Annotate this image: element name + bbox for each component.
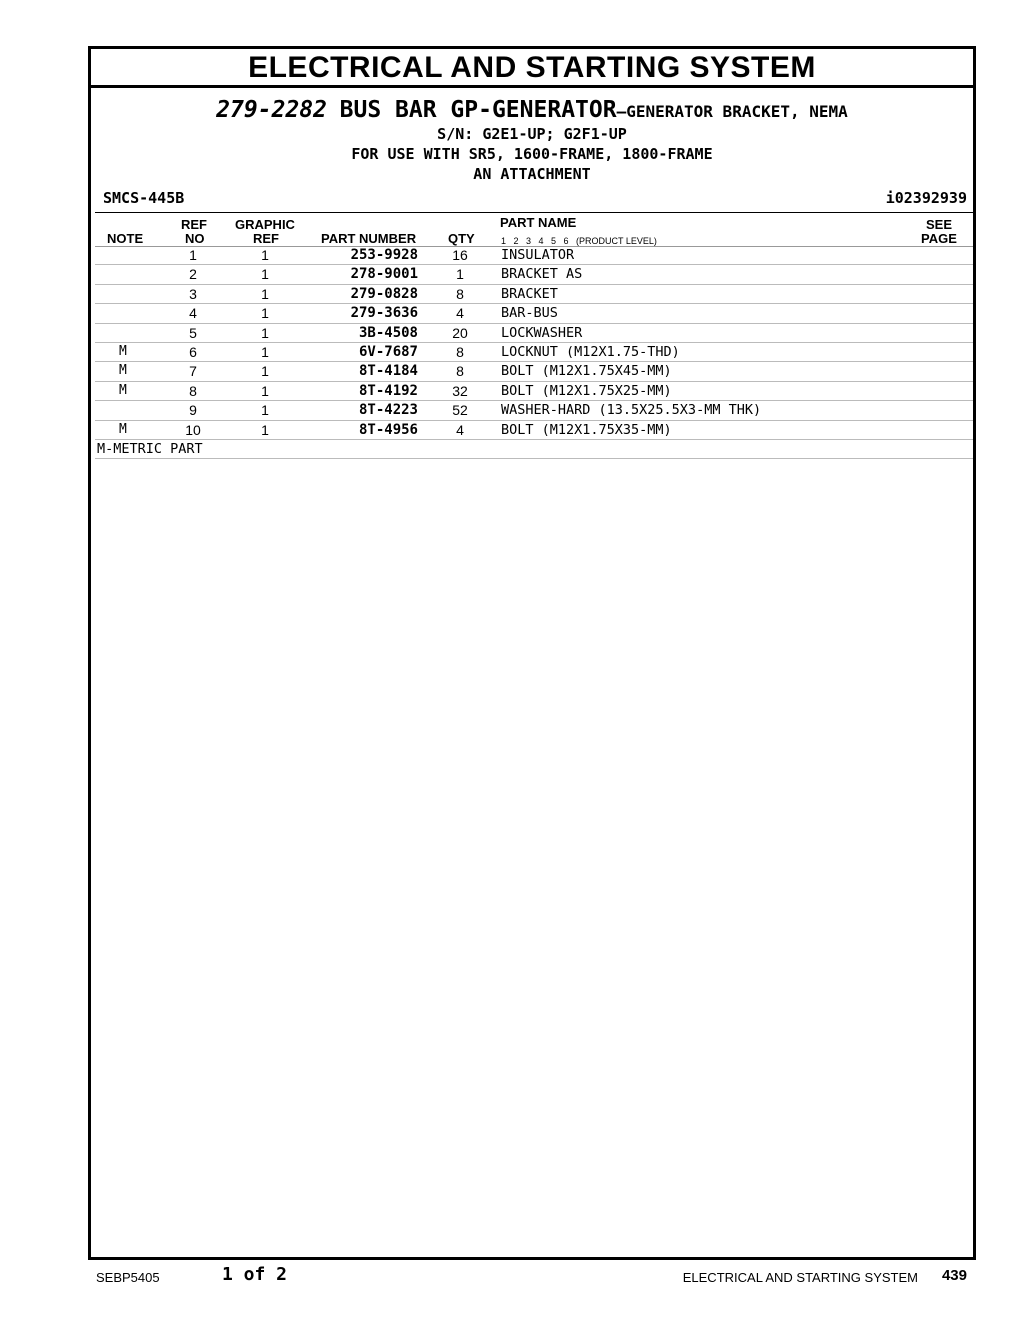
table-row [95, 421, 973, 440]
smcs-code: SMCS-445B [103, 189, 185, 207]
part-name-cell: WASHER-HARD (13.5X25.5X3-MM THK) [501, 402, 762, 419]
table-row [95, 246, 973, 265]
part-name-cell: BRACKET AS [501, 266, 583, 283]
part-number-cell: 279-0828 [350, 285, 418, 302]
table-row [95, 304, 973, 323]
part-number-cell: 8T-4956 [358, 421, 418, 438]
ref-no-cell: 4 [189, 305, 197, 322]
qty-cell: 32 [452, 382, 468, 399]
graphic-ref-cell: 1 [261, 343, 269, 360]
graphic-ref-cell: 1 [261, 285, 269, 302]
page-number: 439 [941, 1267, 967, 1284]
ref-no-cell: 10 [185, 421, 201, 438]
note-cell: M [119, 421, 127, 437]
qty-cell: 4 [456, 305, 464, 322]
col-graphic-bottom: REF [253, 231, 279, 246]
note-cell: M [119, 363, 127, 379]
col-graphic-top: GRAPHIC [235, 217, 295, 232]
ref-no-cell: 7 [189, 363, 197, 380]
metric-footnote: M-METRIC PART [97, 440, 203, 457]
ref-no-cell: 3 [189, 285, 197, 302]
graphic-ref-cell: 1 [261, 421, 269, 438]
col-note: NOTE [107, 231, 144, 246]
qty-cell: 20 [452, 324, 468, 341]
part-name-cell: LOCKNUT (M12X1.75-THD) [501, 343, 680, 360]
footer-section: ELECTRICAL AND STARTING SYSTEM [682, 1270, 918, 1285]
part-name-cell: BOLT (M12X1.75X45-MM) [501, 363, 672, 380]
ref-no-cell: 1 [189, 247, 197, 263]
ref-no-cell: 5 [189, 324, 197, 341]
col-part-name: PART NAME [500, 215, 577, 230]
part-number-cell: 3B-4508 [358, 324, 418, 341]
note-cell: M [119, 343, 127, 359]
graphic-ref-cell: 1 [261, 402, 269, 419]
footnote-row [95, 440, 973, 459]
part-number-cell: 8T-4223 [358, 402, 418, 419]
table-row [95, 265, 973, 284]
usage-note: FOR USE WITH SR5, 1600-FRAME, 1800-FRAME [351, 145, 713, 163]
part-name-cell: BAR-BUS [501, 305, 558, 322]
col-product-levels: 1 2 3 4 5 6 (PRODUCT LEVEL) [501, 236, 657, 246]
group-part-number: 279-2282 [216, 97, 327, 123]
graphic-ref-cell: 1 [261, 266, 269, 283]
table-row [95, 324, 973, 343]
part-name-cell: BOLT (M12X1.75X35-MM) [501, 421, 672, 438]
qty-cell: 8 [456, 343, 464, 360]
graphic-ref-cell: 1 [261, 363, 269, 380]
col-see-bottom: PAGE [921, 231, 957, 246]
table-row [95, 362, 973, 381]
part-number-cell: 278-9001 [350, 266, 418, 283]
part-number-cell: 8T-4192 [358, 382, 418, 399]
qty-cell: 16 [452, 247, 468, 263]
book-number: SEBP5405 [96, 1270, 160, 1285]
part-number-cell: 279-3636 [350, 305, 418, 322]
serial-numbers: S/N: G2E1-UP; G2F1-UP [437, 125, 627, 143]
table-row [95, 382, 973, 401]
part-name-cell: BOLT (M12X1.75X25-MM) [501, 382, 672, 399]
qty-cell: 8 [456, 285, 464, 302]
qty-cell: 52 [452, 402, 468, 419]
group-subtitle: —GENERATOR BRACKET, NEMA [616, 102, 848, 121]
group-name: BUS BAR GP-GENERATOR [339, 97, 617, 123]
qty-cell: 4 [456, 421, 464, 438]
graphic-ref-cell: 1 [261, 247, 269, 263]
part-number-cell: 253-9928 [350, 247, 418, 263]
section-title: ELECTRICAL AND STARTING SYSTEM [91, 49, 973, 88]
ref-no-cell: 9 [189, 402, 197, 419]
note-cell: M [119, 382, 127, 398]
graphic-ref-cell: 1 [261, 382, 269, 399]
part-name-cell: INSULATOR [501, 247, 575, 263]
graphic-ref-cell: 1 [261, 305, 269, 322]
graphic-ref-cell: 1 [261, 324, 269, 341]
table-row [95, 285, 973, 304]
part-name-cell: LOCKWASHER [501, 324, 583, 341]
page-of: 1 of 2 [222, 1264, 288, 1285]
page-frame [88, 46, 976, 1260]
col-qty: QTY [448, 231, 475, 246]
table-header [95, 212, 973, 247]
col-ref-bottom: NO [185, 231, 205, 246]
qty-cell: 1 [456, 266, 464, 283]
table-row [95, 401, 973, 420]
ref-no-cell: 8 [189, 382, 197, 399]
attachment-note: AN ATTACHMENT [473, 165, 591, 183]
ref-no-cell: 2 [189, 266, 197, 283]
part-name-cell: BRACKET [501, 285, 558, 302]
ref-no-cell: 6 [189, 343, 197, 360]
illustration-ref: i02392939 [885, 189, 967, 207]
parts-table [95, 246, 973, 459]
qty-cell: 8 [456, 363, 464, 380]
col-ref-top: REF [181, 217, 207, 232]
group-heading [91, 97, 973, 123]
col-part-number: PART NUMBER [321, 231, 417, 246]
part-number-cell: 8T-4184 [358, 363, 418, 380]
part-number-cell: 6V-7687 [358, 343, 418, 360]
col-see-top: SEE [926, 217, 953, 232]
table-row [95, 343, 973, 362]
